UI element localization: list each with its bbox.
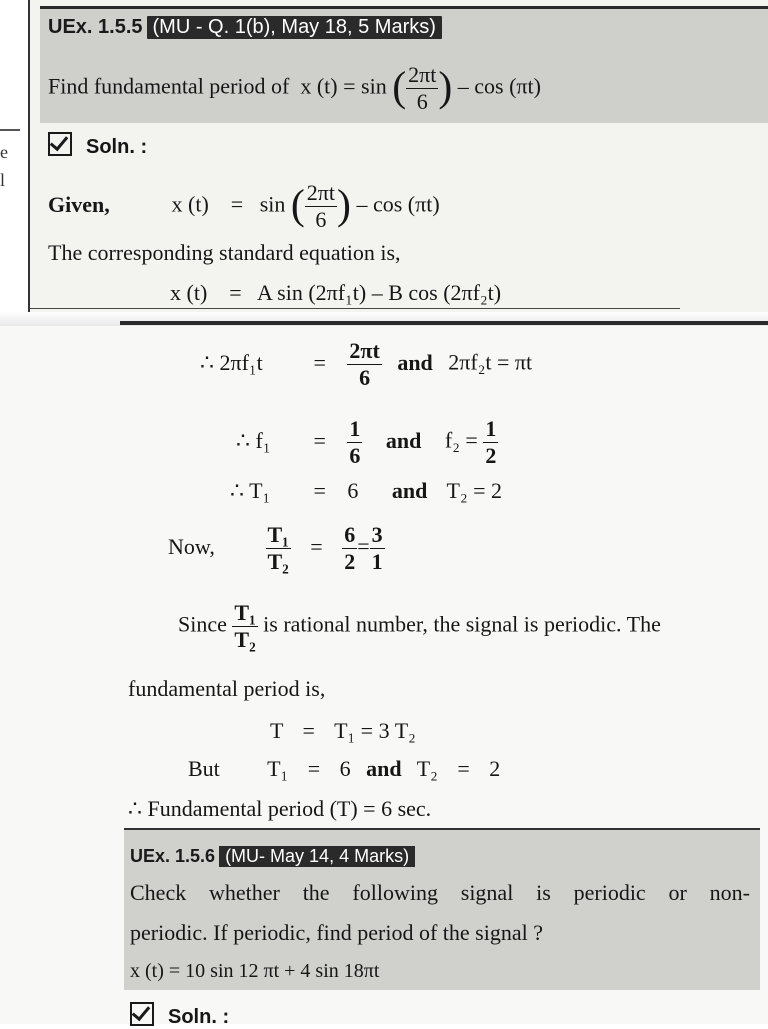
- fraction: [266, 524, 291, 573]
- section-rule: [30, 308, 680, 309]
- step-rhs: f₂ =: [444, 427, 478, 453]
- fraction-den: 2: [485, 443, 497, 468]
- question-reference: (MU - Q. 1(b), May 18, 5 Marks): [147, 16, 442, 39]
- t-rhs: T₁ = 3 T₂: [334, 718, 416, 743]
- solution-label: [48, 132, 147, 159]
- fraction: [370, 524, 385, 573]
- upper-page: [0, 0, 768, 312]
- equals-sign: =: [229, 280, 242, 305]
- fundamental-period-text: fundamental period is,: [128, 676, 326, 701]
- ratio-equation: [168, 524, 385, 573]
- std-rhs: A sin (2πf₁t) – B cos (2πf₂t): [256, 280, 502, 305]
- step-rhs: T₂ = 2: [446, 478, 503, 503]
- now-label: Now,: [168, 533, 215, 559]
- question-text: [48, 64, 541, 113]
- equals-sign: =: [313, 478, 326, 503]
- question-text: periodic. If periodic, find period of the signal ?: [130, 920, 543, 945]
- column-divider: [28, 0, 30, 312]
- question-reference: (MU- May 14, 4 Marks): [219, 846, 415, 867]
- given-sin: sin: [259, 191, 286, 217]
- equals-sign: =: [302, 718, 315, 743]
- since-label: Since: [178, 611, 227, 637]
- step-lhs: ∴ f₁: [236, 427, 271, 453]
- fraction-num: 2πt: [349, 338, 380, 363]
- fraction: [347, 340, 381, 389]
- step-equation-2: [236, 418, 498, 467]
- standard-equation: [170, 280, 501, 306]
- fraction-den: 6: [416, 89, 428, 114]
- fraction: [406, 64, 438, 113]
- question-number: UEx. 1.5.6: [130, 846, 216, 866]
- equals-sign: =: [307, 756, 321, 781]
- left-margin: [0, 0, 28, 312]
- question-rule: [124, 828, 760, 830]
- fraction-den: 6: [359, 365, 371, 390]
- solution-label-text: Soln. :: [86, 136, 148, 158]
- fraction: [483, 418, 498, 467]
- fraction-den: T₂: [267, 549, 289, 574]
- margin-fragment: e: [0, 142, 8, 162]
- since-sentence: [178, 602, 661, 651]
- fraction-num: 3: [371, 522, 383, 547]
- fraction-num: T₁: [234, 600, 256, 625]
- step-lhs: ∴ T₁: [230, 478, 271, 503]
- t-lhs: T: [270, 718, 284, 743]
- fraction: [347, 418, 362, 467]
- question-prompt: Find fundamental period of: [48, 73, 290, 99]
- fraction-num: 2πt: [408, 62, 437, 87]
- given-equation: [48, 182, 440, 231]
- paren-open: (: [392, 64, 407, 111]
- given-lhs: x (t): [171, 191, 209, 217]
- and-word: and: [397, 349, 433, 375]
- equals-sign: =: [457, 756, 470, 781]
- paren-open: (: [290, 182, 305, 229]
- and-word: and: [385, 427, 422, 453]
- equals-sign: =: [357, 533, 370, 559]
- question-text: Check whether the following signal is periodic or non-: [130, 880, 750, 905]
- fraction-den: 6: [315, 207, 327, 232]
- step-lhs: ∴ 2πf₁t: [200, 349, 263, 375]
- margin-fragment: l: [0, 170, 6, 190]
- fraction-den: 1: [371, 549, 383, 574]
- question-number: UEx. 1.5.5: [48, 16, 143, 38]
- but-rhs-lhs: T₂: [416, 756, 438, 781]
- fraction-num: 1: [349, 416, 361, 441]
- and-word: and: [366, 756, 402, 781]
- but-rhs-value: 2: [489, 756, 501, 781]
- question-equation: x (t) = 10 sin 12 πt + 4 sin 18πt: [130, 960, 380, 982]
- fraction: [305, 182, 337, 231]
- equals-sign: =: [313, 427, 326, 453]
- given-label: Given,: [48, 191, 110, 217]
- checkbox-icon: [48, 132, 72, 156]
- but-lhs: T₁: [267, 756, 289, 781]
- fraction: [342, 524, 357, 573]
- given-rhs: – cos (πt): [356, 191, 440, 217]
- solution-label: [130, 1002, 229, 1029]
- margin-rule: [0, 129, 20, 131]
- std-lhs: x (t): [170, 280, 208, 305]
- fraction-den: 6: [349, 443, 361, 468]
- result-line: ∴ Fundamental period (T) = 6 sec.: [128, 796, 432, 821]
- question-header: [130, 846, 415, 867]
- fraction-num: 1: [485, 416, 497, 441]
- question-rhs: – cos (πt): [457, 73, 541, 99]
- checkbox-icon: [130, 1002, 154, 1026]
- and-word: and: [391, 478, 428, 503]
- page-top-rule: [120, 321, 768, 325]
- but-label: But: [188, 756, 220, 781]
- question-header: [48, 16, 442, 39]
- step-equation-3: [230, 478, 502, 504]
- but-equation: [188, 756, 500, 782]
- equals-sign: =: [313, 349, 326, 375]
- since-text: is rational number, the signal is periodic. The: [263, 611, 661, 637]
- fraction: [232, 602, 257, 651]
- standard-equation-text: The corresponding standard equation is,: [48, 240, 401, 265]
- paren-close: ): [438, 64, 453, 111]
- solution-label-text: Soln. :: [168, 1006, 230, 1028]
- question-lhs: x (t) = sin: [300, 73, 387, 99]
- fraction-num: 6: [344, 522, 356, 547]
- fraction-den: T₂: [234, 627, 256, 652]
- step-value: 6: [347, 478, 359, 503]
- t-equation: [270, 718, 416, 744]
- equals-sign: =: [230, 191, 244, 217]
- fraction-num: 2πt: [306, 180, 336, 205]
- fraction-num: T₁: [267, 522, 289, 547]
- equals-sign: =: [310, 533, 323, 559]
- fraction-den: 2: [344, 549, 356, 574]
- but-value: 6: [339, 756, 351, 781]
- step-equation-1: [200, 340, 532, 389]
- paren-close: ): [337, 182, 351, 229]
- step-rhs: 2πf₂t = πt: [448, 349, 533, 375]
